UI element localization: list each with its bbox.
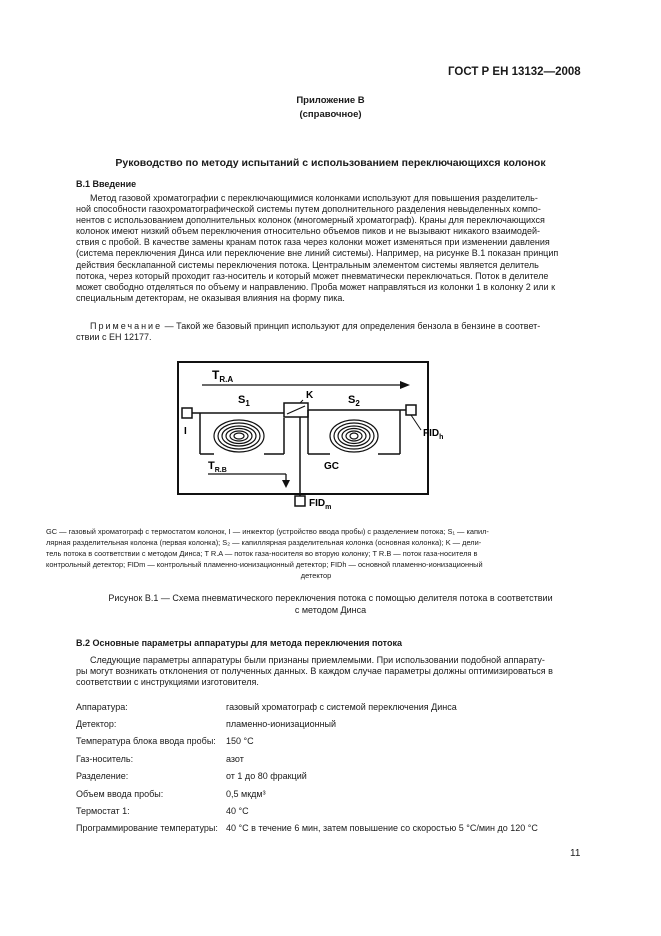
- param-row: [76, 733, 596, 750]
- note-block: [76, 321, 586, 343]
- param-row: [76, 820, 596, 837]
- injector-label: I: [184, 426, 187, 437]
- column-s2-coil: [330, 420, 378, 452]
- text-line: ры могут возникать отклонения от полученных данных. В каждом случае параметры должны оптимизироваться в: [76, 666, 553, 677]
- annex-title: Приложение В: [296, 95, 365, 106]
- param-key: Объем ввода пробы:: [76, 788, 164, 799]
- param-row: [76, 785, 596, 802]
- s1-label: $S_1$: [238, 394, 250, 408]
- legend-line: контрольный детектор; FIDm — контрольный пламенно-ионизационный детектор; FIDh — основной пламенно-ионизационный: [46, 560, 483, 569]
- param-key: Температура блока ввода пробы:: [76, 736, 216, 747]
- figure-caption: [0, 592, 661, 616]
- main-title: Руководство по методу испытаний с использованием переключающихся колонок: [115, 157, 546, 169]
- text-line: нентов с использованием дополнительных колонок (многомерный хроматограф). Краны для переключающихся: [76, 215, 545, 226]
- standard-header: ГОСТ Р ЕН 13132—2008: [448, 66, 581, 78]
- gc-label: GC: [324, 461, 339, 472]
- param-row: [76, 802, 596, 819]
- injector-box: [182, 408, 192, 418]
- legend-line: детектор: [300, 571, 332, 580]
- param-key: Аппаратура:: [76, 701, 128, 712]
- fid-m-label: $FID_m$: [309, 498, 332, 511]
- figure-caption-line: Рисунок В.1 — Схема пневматического переключения потока с помощью делителя потока в соответствии: [108, 593, 553, 603]
- legend-line: лярная разделительная колонка (первая колонка); S₂ — капиллярная разделительная колонка (основная колонка); K — дели-: [46, 538, 482, 547]
- param-value: пламенно-ионизационный: [226, 719, 337, 730]
- param-key: Детектор:: [76, 719, 117, 730]
- text-line: может свободно отделяться по объему и направлению. Проба может направляться из колонки 1 в колонку 2 или к: [76, 281, 556, 292]
- s2-label: $S_2$: [348, 394, 360, 408]
- splitter-label: K: [306, 390, 314, 401]
- annex-heading: [0, 94, 661, 122]
- param-row: [76, 750, 596, 767]
- param-value: 150 °C: [226, 736, 254, 747]
- param-value: 0,5 мкдм³: [226, 788, 266, 799]
- text-line: соответствии с инструкциями изготовителя.: [76, 677, 259, 688]
- tra-label: $T_{R.A}$: [212, 368, 234, 384]
- fid-m-box: [295, 496, 305, 506]
- annex-note: (справочное): [299, 109, 362, 120]
- text-line: специальным детекторам, не оказывая влияния на форму пика.: [76, 292, 345, 303]
- section-2-heading: В.2 Основные параметры аппаратуры для метода переключения потока: [76, 638, 402, 648]
- trb-arrowhead: [282, 480, 290, 488]
- text-line: (система переключения Динса или переключение вне линий системы). Например, на рисунке В.1 показан принцип: [76, 248, 559, 259]
- section-2-body: [76, 655, 586, 688]
- param-value: 40 °C в течение 6 мин, затем повышение со скоростью 5 °C/мин до 120 °C: [226, 823, 538, 834]
- fid-h-leader: [411, 415, 421, 430]
- text-line: ной способности газохроматографической системы путем дополнительного разделения невыделенных компо-: [76, 204, 541, 215]
- column-s1-coil: [214, 420, 264, 452]
- note-text-continued: ствии с ЕН 12177.: [76, 332, 152, 343]
- section-1-heading: В.1 Введение: [76, 179, 137, 189]
- text-line: потока, через который проходит газ-носитель и который может пневматически переключаться. Поток в делителе: [76, 270, 549, 281]
- section-1-body: [76, 193, 586, 304]
- param-row: [76, 715, 596, 732]
- fid-h-label: $FID_h$: [423, 428, 444, 441]
- parameters-table: [76, 698, 596, 837]
- page-number: 11: [570, 848, 581, 859]
- param-value: газовый хроматограф с системой переключения Динса: [226, 701, 457, 712]
- tra-arrowhead: [400, 381, 410, 389]
- note-text: — Такой же базовый принцип используют для определения бензола в бензине в соответ-: [162, 321, 541, 331]
- note-label: Примечание: [90, 321, 163, 331]
- pneumatic-switching-diagram: [170, 356, 460, 516]
- figure-caption-line: с методом Динса: [294, 605, 367, 615]
- param-key: Разделение:: [76, 771, 129, 782]
- param-value: азот: [226, 753, 244, 764]
- text-line: действия бесклапанной системы переключения потока. Центральным элементом системы является делитель: [76, 259, 539, 270]
- text-line: Следующие параметры аппаратуры были признаны приемлемыми. При использовании подобной аппарату-: [90, 655, 545, 665]
- param-value: от 1 до 80 фракций: [226, 771, 307, 782]
- trb-label: $T_{R.B}$: [208, 460, 227, 474]
- param-key: Программирование температуры:: [76, 823, 218, 834]
- text-line: Метод газовой хроматографии с переключающимися колонками используют для повышения разделитель-: [90, 193, 538, 203]
- param-value: 40 °C: [226, 806, 249, 817]
- legend-line: тель потока в соответствии с методом Динса; T R.A — поток газа-носителя во вторую колонку; T R.B — поток газа-носителя в: [46, 549, 478, 558]
- param-row: [76, 698, 596, 715]
- param-key: Термостат 1:: [76, 806, 130, 817]
- param-key: Газ-носитель:: [76, 753, 134, 764]
- text-line: ствия с пробой. В качестве замены кранам поток газа через колонки может изменяться при изменении давления: [76, 237, 550, 248]
- figure-legend: [46, 526, 586, 581]
- text-line: колонок имеют низкий объем переключения относительно объемов пиков и не вызывают никакого взаимодей-: [76, 226, 540, 237]
- legend-line: GC — газовый хроматограф с термостатом колонок, I — инжектор (устройство ввода пробы) с разделением потока; S₁ — капил-: [46, 527, 489, 536]
- fid-h-box: [406, 405, 416, 415]
- param-row: [76, 768, 596, 785]
